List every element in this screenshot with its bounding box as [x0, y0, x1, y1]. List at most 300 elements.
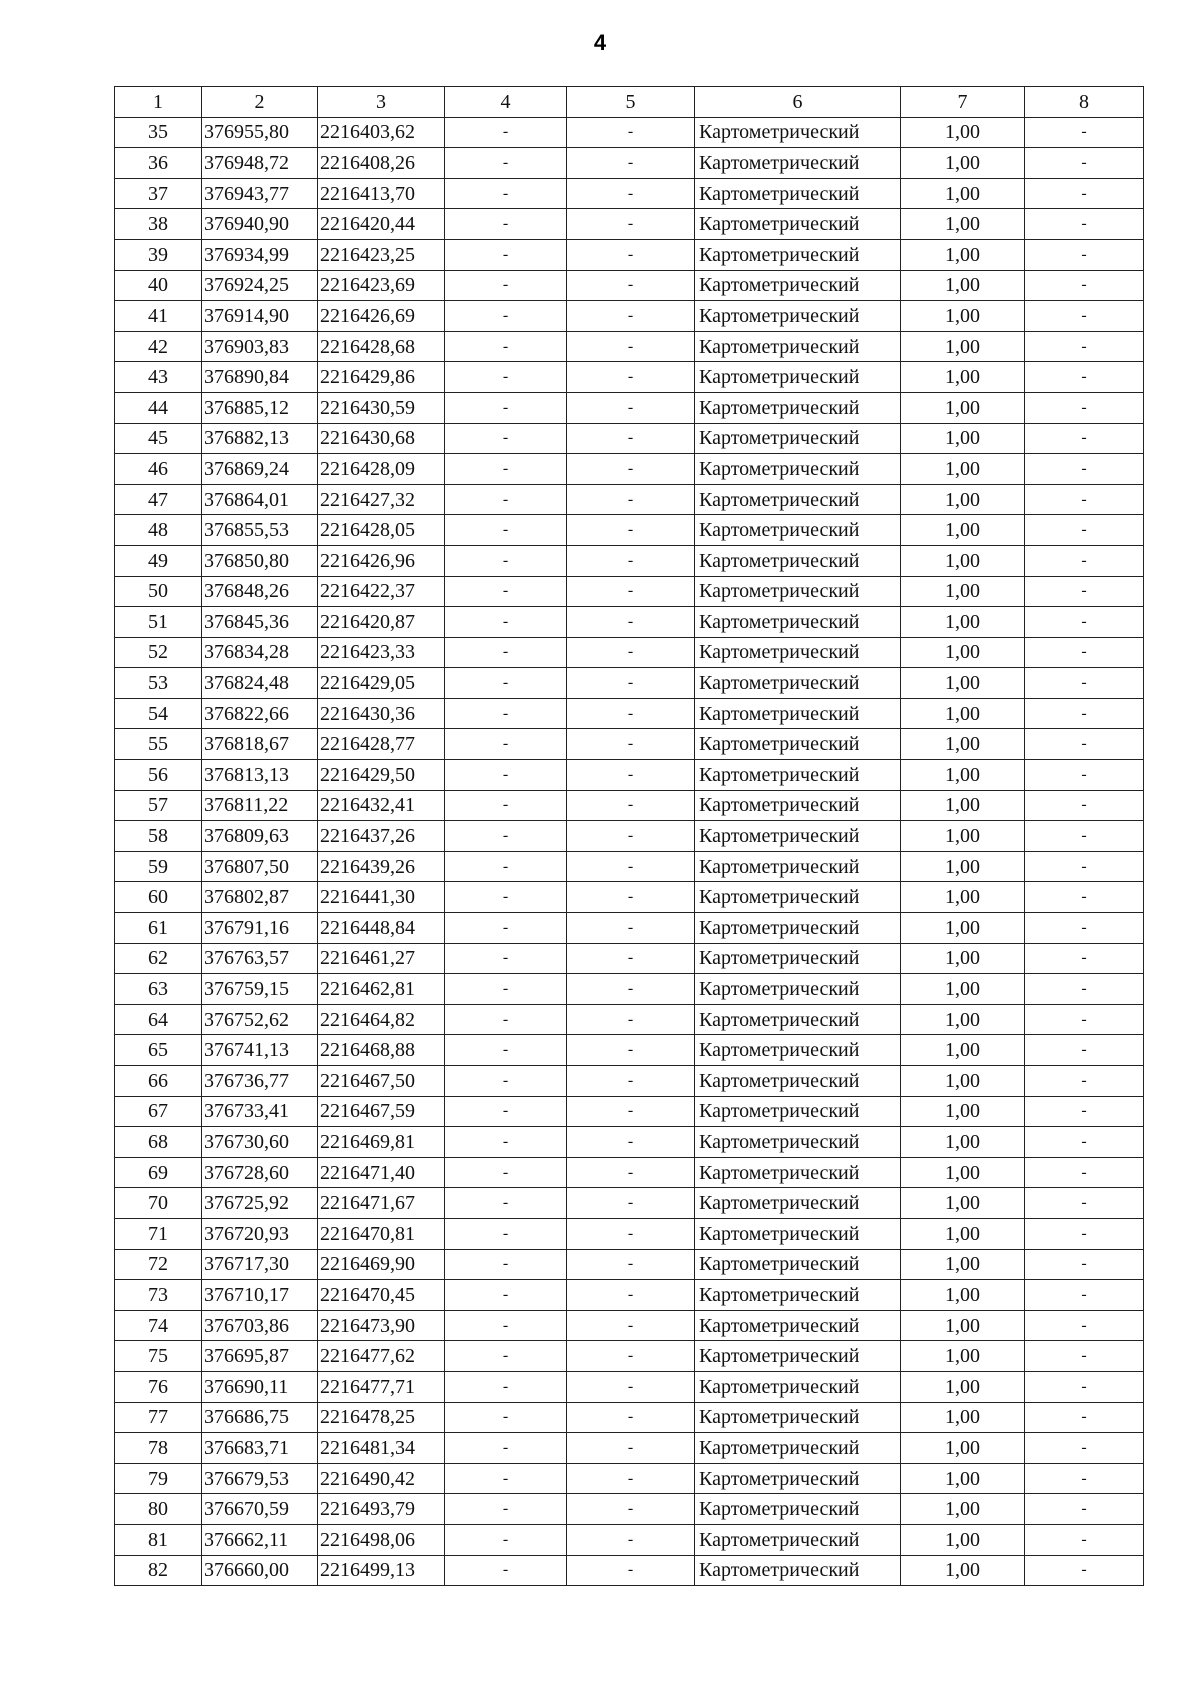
- y-coordinate-cell: 2216428,09: [318, 454, 445, 485]
- point-number-cell: 78: [115, 1433, 202, 1464]
- table-row: [115, 484, 1144, 515]
- point-number-cell: 41: [115, 301, 202, 332]
- method-cell: Картометрический: [695, 882, 901, 913]
- col-8-value-cell: -: [1025, 637, 1144, 668]
- y-coordinate-cell: 2216420,44: [318, 209, 445, 240]
- col-4-value-cell: -: [445, 1555, 567, 1586]
- col-4-value-cell: -: [445, 484, 567, 515]
- table-row: [115, 1218, 1144, 1249]
- x-coordinate-cell: 376903,83: [202, 331, 318, 362]
- y-coordinate-cell: 2216469,90: [318, 1249, 445, 1280]
- point-number-cell: 76: [115, 1371, 202, 1402]
- accuracy-cell: 1,00: [901, 1188, 1025, 1219]
- column-header-8: 8: [1025, 87, 1144, 118]
- x-coordinate-cell: 376955,80: [202, 117, 318, 148]
- col-5-value-cell: -: [567, 1066, 695, 1097]
- x-coordinate-cell: 376940,90: [202, 209, 318, 240]
- table-row: [115, 760, 1144, 791]
- col-8-value-cell: -: [1025, 423, 1144, 454]
- point-number-cell: 56: [115, 760, 202, 791]
- x-coordinate-cell: 376855,53: [202, 515, 318, 546]
- accuracy-cell: 1,00: [901, 1157, 1025, 1188]
- accuracy-cell: 1,00: [901, 1494, 1025, 1525]
- x-coordinate-cell: 376730,60: [202, 1127, 318, 1158]
- col-4-value-cell: -: [445, 454, 567, 485]
- x-coordinate-cell: 376725,92: [202, 1188, 318, 1219]
- page-number: 4: [593, 30, 607, 55]
- point-number-cell: 39: [115, 239, 202, 270]
- col-4-value-cell: -: [445, 943, 567, 974]
- col-4-value-cell: -: [445, 1004, 567, 1035]
- accuracy-cell: 1,00: [901, 454, 1025, 485]
- y-coordinate-cell: 2216428,05: [318, 515, 445, 546]
- point-number-cell: 58: [115, 821, 202, 852]
- point-number-cell: 48: [115, 515, 202, 546]
- method-cell: Картометрический: [695, 1157, 901, 1188]
- col-5-value-cell: -: [567, 668, 695, 699]
- method-cell: Картометрический: [695, 607, 901, 638]
- method-cell: Картометрический: [695, 943, 901, 974]
- method-cell: Картометрический: [695, 1096, 901, 1127]
- accuracy-cell: 1,00: [901, 362, 1025, 393]
- col-5-value-cell: -: [567, 545, 695, 576]
- accuracy-cell: 1,00: [901, 790, 1025, 821]
- table-row: [115, 1371, 1144, 1402]
- column-header-5: 5: [567, 87, 695, 118]
- method-cell: Картометрический: [695, 1463, 901, 1494]
- point-number-cell: 54: [115, 698, 202, 729]
- method-cell: Картометрический: [695, 270, 901, 301]
- accuracy-cell: 1,00: [901, 484, 1025, 515]
- accuracy-cell: 1,00: [901, 392, 1025, 423]
- col-5-value-cell: -: [567, 1463, 695, 1494]
- y-coordinate-cell: 2216499,13: [318, 1555, 445, 1586]
- x-coordinate-cell: 376890,84: [202, 362, 318, 393]
- y-coordinate-cell: 2216428,68: [318, 331, 445, 362]
- accuracy-cell: 1,00: [901, 729, 1025, 760]
- table-row: [115, 1494, 1144, 1525]
- point-number-cell: 40: [115, 270, 202, 301]
- table-row: [115, 178, 1144, 209]
- col-4-value-cell: -: [445, 821, 567, 852]
- col-5-value-cell: -: [567, 209, 695, 240]
- col-8-value-cell: -: [1025, 576, 1144, 607]
- y-coordinate-cell: 2216467,59: [318, 1096, 445, 1127]
- col-4-value-cell: -: [445, 209, 567, 240]
- method-cell: Картометрический: [695, 668, 901, 699]
- col-5-value-cell: -: [567, 821, 695, 852]
- y-coordinate-cell: 2216470,45: [318, 1280, 445, 1311]
- x-coordinate-cell: 376679,53: [202, 1463, 318, 1494]
- col-5-value-cell: -: [567, 1127, 695, 1158]
- table-row: [115, 331, 1144, 362]
- col-8-value-cell: -: [1025, 943, 1144, 974]
- col-4-value-cell: -: [445, 423, 567, 454]
- x-coordinate-cell: 376695,87: [202, 1341, 318, 1372]
- col-5-value-cell: -: [567, 392, 695, 423]
- point-number-cell: 38: [115, 209, 202, 240]
- col-8-value-cell: -: [1025, 1127, 1144, 1158]
- x-coordinate-cell: 376759,15: [202, 974, 318, 1005]
- point-number-cell: 47: [115, 484, 202, 515]
- x-coordinate-cell: 376686,75: [202, 1402, 318, 1433]
- table-row: [115, 974, 1144, 1005]
- accuracy-cell: 1,00: [901, 668, 1025, 699]
- y-coordinate-cell: 2216467,50: [318, 1066, 445, 1097]
- accuracy-cell: 1,00: [901, 1004, 1025, 1035]
- method-cell: Картометрический: [695, 423, 901, 454]
- col-5-value-cell: -: [567, 1433, 695, 1464]
- x-coordinate-cell: 376850,80: [202, 545, 318, 576]
- x-coordinate-cell: 376882,13: [202, 423, 318, 454]
- col-5-value-cell: -: [567, 729, 695, 760]
- col-4-value-cell: -: [445, 1280, 567, 1311]
- accuracy-cell: 1,00: [901, 1249, 1025, 1280]
- table-row: [115, 821, 1144, 852]
- table-row: [115, 239, 1144, 270]
- col-5-value-cell: -: [567, 1524, 695, 1555]
- col-8-value-cell: -: [1025, 545, 1144, 576]
- col-5-value-cell: -: [567, 974, 695, 1005]
- col-4-value-cell: -: [445, 270, 567, 301]
- method-cell: Картометрический: [695, 331, 901, 362]
- point-number-cell: 46: [115, 454, 202, 485]
- x-coordinate-cell: 376717,30: [202, 1249, 318, 1280]
- table-row: [115, 1402, 1144, 1433]
- col-4-value-cell: -: [445, 1341, 567, 1372]
- y-coordinate-cell: 2216439,26: [318, 851, 445, 882]
- x-coordinate-cell: 376864,01: [202, 484, 318, 515]
- point-number-cell: 42: [115, 331, 202, 362]
- col-4-value-cell: -: [445, 392, 567, 423]
- method-cell: Картометрический: [695, 117, 901, 148]
- x-coordinate-cell: 376741,13: [202, 1035, 318, 1066]
- table-row: [115, 1341, 1144, 1372]
- col-8-value-cell: -: [1025, 1555, 1144, 1586]
- y-coordinate-cell: 2216471,67: [318, 1188, 445, 1219]
- method-cell: Картометрический: [695, 454, 901, 485]
- col-5-value-cell: -: [567, 576, 695, 607]
- col-5-value-cell: -: [567, 362, 695, 393]
- col-5-value-cell: -: [567, 270, 695, 301]
- y-coordinate-cell: 2216423,33: [318, 637, 445, 668]
- col-5-value-cell: -: [567, 331, 695, 362]
- table-row: [115, 576, 1144, 607]
- x-coordinate-cell: 376822,66: [202, 698, 318, 729]
- y-coordinate-cell: 2216473,90: [318, 1310, 445, 1341]
- col-5-value-cell: -: [567, 117, 695, 148]
- col-5-value-cell: -: [567, 1096, 695, 1127]
- table-row: [115, 1127, 1144, 1158]
- col-4-value-cell: -: [445, 1188, 567, 1219]
- col-8-value-cell: -: [1025, 821, 1144, 852]
- col-4-value-cell: -: [445, 851, 567, 882]
- x-coordinate-cell: 376924,25: [202, 270, 318, 301]
- point-number-cell: 70: [115, 1188, 202, 1219]
- point-number-cell: 73: [115, 1280, 202, 1311]
- y-coordinate-cell: 2216430,59: [318, 392, 445, 423]
- y-coordinate-cell: 2216422,37: [318, 576, 445, 607]
- point-number-cell: 37: [115, 178, 202, 209]
- point-number-cell: 80: [115, 1494, 202, 1525]
- accuracy-cell: 1,00: [901, 1371, 1025, 1402]
- point-number-cell: 68: [115, 1127, 202, 1158]
- col-5-value-cell: -: [567, 607, 695, 638]
- y-coordinate-cell: 2216471,40: [318, 1157, 445, 1188]
- col-4-value-cell: -: [445, 760, 567, 791]
- col-8-value-cell: -: [1025, 1035, 1144, 1066]
- col-4-value-cell: -: [445, 362, 567, 393]
- point-number-cell: 61: [115, 913, 202, 944]
- col-5-value-cell: -: [567, 454, 695, 485]
- col-5-value-cell: -: [567, 301, 695, 332]
- accuracy-cell: 1,00: [901, 239, 1025, 270]
- point-number-cell: 52: [115, 637, 202, 668]
- col-8-value-cell: -: [1025, 301, 1144, 332]
- method-cell: Картометрический: [695, 1433, 901, 1464]
- col-5-value-cell: -: [567, 1371, 695, 1402]
- method-cell: Картометрический: [695, 1341, 901, 1372]
- method-cell: Картометрический: [695, 913, 901, 944]
- y-coordinate-cell: 2216423,25: [318, 239, 445, 270]
- x-coordinate-cell: 376733,41: [202, 1096, 318, 1127]
- col-5-value-cell: -: [567, 1310, 695, 1341]
- column-header-6: 6: [695, 87, 901, 118]
- method-cell: Картометрический: [695, 1371, 901, 1402]
- accuracy-cell: 1,00: [901, 423, 1025, 454]
- col-5-value-cell: -: [567, 148, 695, 179]
- point-number-cell: 50: [115, 576, 202, 607]
- accuracy-cell: 1,00: [901, 1066, 1025, 1097]
- column-header-2: 2: [202, 87, 318, 118]
- col-4-value-cell: -: [445, 1524, 567, 1555]
- col-5-value-cell: -: [567, 1494, 695, 1525]
- point-number-cell: 53: [115, 668, 202, 699]
- col-8-value-cell: -: [1025, 117, 1144, 148]
- col-8-value-cell: -: [1025, 790, 1144, 821]
- method-cell: Картометрический: [695, 1249, 901, 1280]
- col-8-value-cell: -: [1025, 1494, 1144, 1525]
- accuracy-cell: 1,00: [901, 1433, 1025, 1464]
- x-coordinate-cell: 376710,17: [202, 1280, 318, 1311]
- col-8-value-cell: -: [1025, 974, 1144, 1005]
- table-header-row: [115, 87, 1144, 118]
- col-8-value-cell: -: [1025, 1218, 1144, 1249]
- y-coordinate-cell: 2216429,05: [318, 668, 445, 699]
- point-number-cell: 63: [115, 974, 202, 1005]
- table-row: [115, 362, 1144, 393]
- point-number-cell: 81: [115, 1524, 202, 1555]
- table-row: [115, 851, 1144, 882]
- col-8-value-cell: -: [1025, 882, 1144, 913]
- method-cell: Картометрический: [695, 484, 901, 515]
- point-number-cell: 51: [115, 607, 202, 638]
- col-5-value-cell: -: [567, 1555, 695, 1586]
- col-8-value-cell: -: [1025, 1524, 1144, 1555]
- accuracy-cell: 1,00: [901, 607, 1025, 638]
- table-row: [115, 698, 1144, 729]
- table-row: [115, 913, 1144, 944]
- table-row: [115, 668, 1144, 699]
- method-cell: Картометрический: [695, 1004, 901, 1035]
- col-4-value-cell: -: [445, 637, 567, 668]
- col-5-value-cell: -: [567, 484, 695, 515]
- y-coordinate-cell: 2216428,77: [318, 729, 445, 760]
- col-5-value-cell: -: [567, 1004, 695, 1035]
- col-8-value-cell: -: [1025, 362, 1144, 393]
- method-cell: Картометрический: [695, 821, 901, 852]
- col-8-value-cell: -: [1025, 913, 1144, 944]
- col-4-value-cell: -: [445, 178, 567, 209]
- point-number-cell: 60: [115, 882, 202, 913]
- col-4-value-cell: -: [445, 301, 567, 332]
- col-8-value-cell: -: [1025, 454, 1144, 485]
- y-coordinate-cell: 2216429,50: [318, 760, 445, 791]
- col-4-value-cell: -: [445, 545, 567, 576]
- table-row: [115, 209, 1144, 240]
- y-coordinate-cell: 2216448,84: [318, 913, 445, 944]
- accuracy-cell: 1,00: [901, 760, 1025, 791]
- col-5-value-cell: -: [567, 1341, 695, 1372]
- x-coordinate-cell: 376683,71: [202, 1433, 318, 1464]
- x-coordinate-cell: 376809,63: [202, 821, 318, 852]
- method-cell: Картометрический: [695, 515, 901, 546]
- y-coordinate-cell: 2216469,81: [318, 1127, 445, 1158]
- point-number-cell: 45: [115, 423, 202, 454]
- y-coordinate-cell: 2216468,88: [318, 1035, 445, 1066]
- col-4-value-cell: -: [445, 239, 567, 270]
- col-8-value-cell: -: [1025, 1280, 1144, 1311]
- col-5-value-cell: -: [567, 851, 695, 882]
- method-cell: Картометрический: [695, 392, 901, 423]
- y-coordinate-cell: 2216477,71: [318, 1371, 445, 1402]
- method-cell: Картометрический: [695, 974, 901, 1005]
- accuracy-cell: 1,00: [901, 301, 1025, 332]
- col-8-value-cell: -: [1025, 1371, 1144, 1402]
- method-cell: Картометрический: [695, 1402, 901, 1433]
- point-number-cell: 66: [115, 1066, 202, 1097]
- accuracy-cell: 1,00: [901, 1341, 1025, 1372]
- col-5-value-cell: -: [567, 1249, 695, 1280]
- y-coordinate-cell: 2216464,82: [318, 1004, 445, 1035]
- y-coordinate-cell: 2216423,69: [318, 270, 445, 301]
- table-row: [115, 729, 1144, 760]
- col-5-value-cell: -: [567, 1188, 695, 1219]
- col-8-value-cell: -: [1025, 1157, 1144, 1188]
- method-cell: Картометрический: [695, 1188, 901, 1219]
- method-cell: Картометрический: [695, 698, 901, 729]
- accuracy-cell: 1,00: [901, 515, 1025, 546]
- col-8-value-cell: -: [1025, 178, 1144, 209]
- accuracy-cell: 1,00: [901, 1218, 1025, 1249]
- col-4-value-cell: -: [445, 1433, 567, 1464]
- method-cell: Картометрический: [695, 301, 901, 332]
- x-coordinate-cell: 376813,13: [202, 760, 318, 791]
- col-4-value-cell: -: [445, 1035, 567, 1066]
- col-8-value-cell: -: [1025, 515, 1144, 546]
- accuracy-cell: 1,00: [901, 1096, 1025, 1127]
- method-cell: Картометрический: [695, 1280, 901, 1311]
- table-row: [115, 943, 1144, 974]
- accuracy-cell: 1,00: [901, 270, 1025, 301]
- y-coordinate-cell: 2216470,81: [318, 1218, 445, 1249]
- accuracy-cell: 1,00: [901, 1035, 1025, 1066]
- accuracy-cell: 1,00: [901, 576, 1025, 607]
- accuracy-cell: 1,00: [901, 974, 1025, 1005]
- col-4-value-cell: -: [445, 1310, 567, 1341]
- accuracy-cell: 1,00: [901, 1280, 1025, 1311]
- y-coordinate-cell: 2216403,62: [318, 117, 445, 148]
- method-cell: Картометрический: [695, 362, 901, 393]
- col-8-value-cell: -: [1025, 668, 1144, 699]
- col-8-value-cell: -: [1025, 1463, 1144, 1494]
- col-5-value-cell: -: [567, 913, 695, 944]
- col-8-value-cell: -: [1025, 1249, 1144, 1280]
- col-8-value-cell: -: [1025, 331, 1144, 362]
- table-row: [115, 1524, 1144, 1555]
- col-4-value-cell: -: [445, 882, 567, 913]
- accuracy-cell: 1,00: [901, 698, 1025, 729]
- y-coordinate-cell: 2216432,41: [318, 790, 445, 821]
- table-row: [115, 1280, 1144, 1311]
- col-5-value-cell: -: [567, 239, 695, 270]
- method-cell: Картометрический: [695, 1494, 901, 1525]
- table-row: [115, 301, 1144, 332]
- col-4-value-cell: -: [445, 1402, 567, 1433]
- col-4-value-cell: -: [445, 331, 567, 362]
- y-coordinate-cell: 2216490,42: [318, 1463, 445, 1494]
- point-number-cell: 35: [115, 117, 202, 148]
- table-row: [115, 1188, 1144, 1219]
- y-coordinate-cell: 2216478,25: [318, 1402, 445, 1433]
- col-4-value-cell: -: [445, 974, 567, 1005]
- col-4-value-cell: -: [445, 1249, 567, 1280]
- col-8-value-cell: -: [1025, 1341, 1144, 1372]
- y-coordinate-cell: 2216437,26: [318, 821, 445, 852]
- y-coordinate-cell: 2216427,32: [318, 484, 445, 515]
- method-cell: Картометрический: [695, 209, 901, 240]
- point-number-cell: 59: [115, 851, 202, 882]
- x-coordinate-cell: 376948,72: [202, 148, 318, 179]
- accuracy-cell: 1,00: [901, 545, 1025, 576]
- x-coordinate-cell: 376703,86: [202, 1310, 318, 1341]
- column-header-1: 1: [115, 87, 202, 118]
- x-coordinate-cell: 376807,50: [202, 851, 318, 882]
- accuracy-cell: 1,00: [901, 1127, 1025, 1158]
- y-coordinate-cell: 2216426,69: [318, 301, 445, 332]
- accuracy-cell: 1,00: [901, 178, 1025, 209]
- x-coordinate-cell: 376670,59: [202, 1494, 318, 1525]
- x-coordinate-cell: 376690,11: [202, 1371, 318, 1402]
- col-4-value-cell: -: [445, 576, 567, 607]
- y-coordinate-cell: 2216481,34: [318, 1433, 445, 1464]
- y-coordinate-cell: 2216498,06: [318, 1524, 445, 1555]
- table-row: [115, 1096, 1144, 1127]
- x-coordinate-cell: 376736,77: [202, 1066, 318, 1097]
- col-5-value-cell: -: [567, 943, 695, 974]
- table-row: [115, 882, 1144, 913]
- method-cell: Картометрический: [695, 1066, 901, 1097]
- method-cell: Картометрический: [695, 1524, 901, 1555]
- y-coordinate-cell: 2216462,81: [318, 974, 445, 1005]
- x-coordinate-cell: 376934,99: [202, 239, 318, 270]
- col-4-value-cell: -: [445, 148, 567, 179]
- col-5-value-cell: -: [567, 1157, 695, 1188]
- y-coordinate-cell: 2216430,36: [318, 698, 445, 729]
- y-coordinate-cell: 2216461,27: [318, 943, 445, 974]
- col-8-value-cell: -: [1025, 1433, 1144, 1464]
- method-cell: Картометрический: [695, 545, 901, 576]
